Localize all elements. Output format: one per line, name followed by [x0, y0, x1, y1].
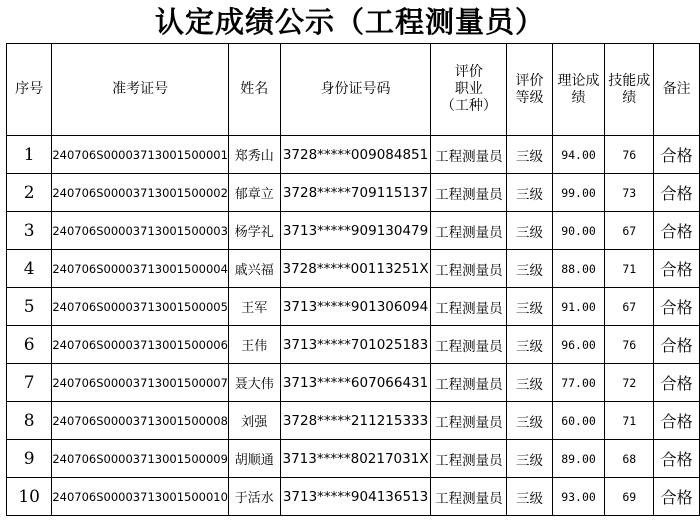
cell-level: 三级: [507, 288, 553, 326]
cell-seq: 8: [7, 402, 52, 440]
cell-note: 合格: [654, 402, 700, 440]
header-level: 评价 等级: [507, 44, 553, 136]
cell-name: 戚兴福: [228, 250, 280, 288]
header-theory: 理论成 绩: [552, 44, 605, 136]
page-title: 认定成绩公示（工程测量员）: [154, 5, 545, 39]
cell-skill-score: 68: [605, 440, 654, 478]
header-note: 备注: [654, 44, 700, 136]
cell-name: 郑秀山: [228, 136, 280, 174]
cell-level: 三级: [507, 212, 553, 250]
cell-id-card: 3728*****709115137: [280, 174, 431, 212]
cell-level: 三级: [507, 136, 553, 174]
cell-id-card: 3728*****009084851: [280, 136, 431, 174]
table-row: [7, 288, 700, 326]
cell-note: 合格: [654, 250, 700, 288]
cell-name: 王军: [228, 288, 280, 326]
cell-skill-score: 73: [605, 174, 654, 212]
cell-theory-score: 93.00: [552, 478, 605, 516]
cell-note: 合格: [654, 478, 700, 516]
cell-seq: 1: [7, 136, 52, 174]
cell-skill-score: 67: [605, 212, 654, 250]
cell-skill-score: 69: [605, 478, 654, 516]
cell-skill-score: 72: [605, 364, 654, 402]
table-row: [7, 364, 700, 402]
cell-note: 合格: [654, 136, 700, 174]
results-table: [6, 43, 700, 516]
cell-id-card: 3713*****904136513: [280, 478, 431, 516]
cell-id-card: 3713*****607066431: [280, 364, 431, 402]
cell-theory-score: 91.00: [552, 288, 605, 326]
cell-seq: 5: [7, 288, 52, 326]
cell-name: 于活水: [228, 478, 280, 516]
cell-exam-id: 240706S00003713001500003: [52, 212, 229, 250]
header-job: 评价 职业 （工种）: [431, 44, 507, 136]
table-row: [7, 250, 700, 288]
table-row: [7, 478, 700, 516]
table-row: [7, 174, 700, 212]
cell-level: 三级: [507, 174, 553, 212]
cell-job: 工程测量员: [431, 288, 507, 326]
cell-job: 工程测量员: [431, 212, 507, 250]
cell-id-card: 3728*****211215333: [280, 402, 431, 440]
header-id-card: 身份证号码: [280, 44, 431, 136]
cell-note: 合格: [654, 364, 700, 402]
cell-skill-score: 76: [605, 136, 654, 174]
table-row: [7, 326, 700, 364]
header-skill: 技能成 绩: [605, 44, 654, 136]
cell-seq: 10: [7, 478, 52, 516]
cell-skill-score: 71: [605, 250, 654, 288]
cell-id-card: 3713*****80217031X: [280, 440, 431, 478]
cell-level: 三级: [507, 250, 553, 288]
cell-theory-score: 77.00: [552, 364, 605, 402]
cell-exam-id: 240706S00003713001500005: [52, 288, 229, 326]
cell-name: 杨学礼: [228, 212, 280, 250]
table-row: [7, 212, 700, 250]
cell-theory-score: 89.00: [552, 440, 605, 478]
table-row: [7, 440, 700, 478]
cell-id-card: 3713*****701025183: [280, 326, 431, 364]
cell-note: 合格: [654, 288, 700, 326]
cell-theory-score: 94.00: [552, 136, 605, 174]
cell-name: 郁章立: [228, 174, 280, 212]
cell-seq: 4: [7, 250, 52, 288]
cell-level: 三级: [507, 478, 553, 516]
cell-name: 胡顺通: [228, 440, 280, 478]
cell-job: 工程测量员: [431, 250, 507, 288]
cell-exam-id: 240706S00003713001500001: [52, 136, 229, 174]
cell-skill-score: 76: [605, 326, 654, 364]
cell-note: 合格: [654, 174, 700, 212]
cell-id-card: 3728*****00113251X: [280, 250, 431, 288]
cell-note: 合格: [654, 440, 700, 478]
cell-theory-score: 96.00: [552, 326, 605, 364]
cell-level: 三级: [507, 440, 553, 478]
cell-job: 工程测量员: [431, 402, 507, 440]
cell-note: 合格: [654, 212, 700, 250]
cell-job: 工程测量员: [431, 478, 507, 516]
cell-theory-score: 88.00: [552, 250, 605, 288]
cell-job: 工程测量员: [431, 136, 507, 174]
table-row: [7, 136, 700, 174]
cell-exam-id: 240706S00003713001500004: [52, 250, 229, 288]
cell-theory-score: 99.00: [552, 174, 605, 212]
cell-job: 工程测量员: [431, 440, 507, 478]
cell-skill-score: 67: [605, 288, 654, 326]
cell-name: 王伟: [228, 326, 280, 364]
cell-seq: 6: [7, 326, 52, 364]
cell-level: 三级: [507, 364, 553, 402]
cell-note: 合格: [654, 326, 700, 364]
cell-job: 工程测量员: [431, 326, 507, 364]
cell-skill-score: 71: [605, 402, 654, 440]
cell-seq: 3: [7, 212, 52, 250]
cell-exam-id: 240706S00003713001500002: [52, 174, 229, 212]
table-header-row: [7, 44, 700, 136]
table-row: [7, 402, 700, 440]
header-exam-id: 准考证号: [52, 44, 229, 136]
cell-seq: 7: [7, 364, 52, 402]
cell-seq: 9: [7, 440, 52, 478]
cell-level: 三级: [507, 326, 553, 364]
cell-id-card: 3713*****909130479: [280, 212, 431, 250]
cell-seq: 2: [7, 174, 52, 212]
cell-level: 三级: [507, 402, 553, 440]
cell-job: 工程测量员: [431, 364, 507, 402]
cell-job: 工程测量员: [431, 174, 507, 212]
cell-theory-score: 90.00: [552, 212, 605, 250]
cell-exam-id: 240706S00003713001500008: [52, 402, 229, 440]
cell-exam-id: 240706S00003713001500009: [52, 440, 229, 478]
header-seq: 序号: [7, 44, 52, 136]
cell-exam-id: 240706S00003713001500007: [52, 364, 229, 402]
cell-name: 聂大伟: [228, 364, 280, 402]
cell-theory-score: 60.00: [552, 402, 605, 440]
header-name: 姓名: [228, 44, 280, 136]
cell-exam-id: 240706S00003713001500006: [52, 326, 229, 364]
cell-name: 刘强: [228, 402, 280, 440]
cell-id-card: 3713*****901306094: [280, 288, 431, 326]
cell-exam-id: 240706S00003713001500010: [52, 478, 229, 516]
